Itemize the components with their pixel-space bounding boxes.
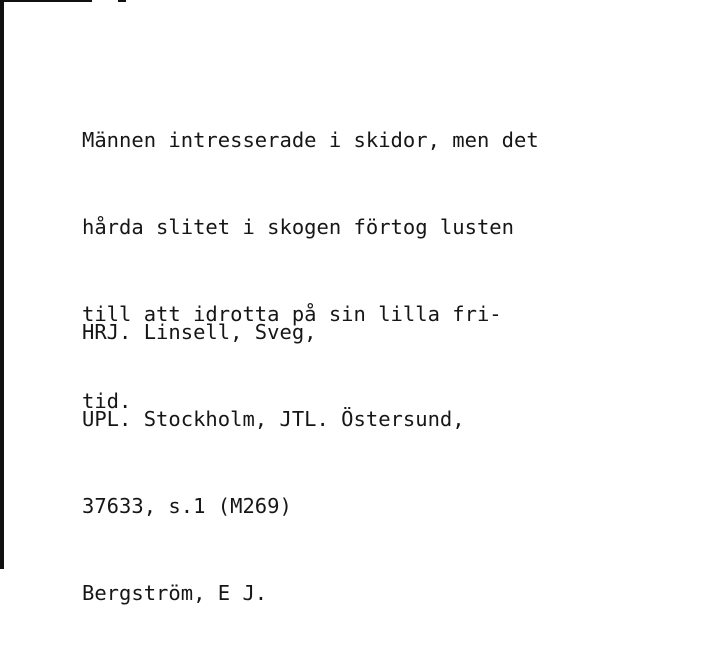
body-line: till att idrotta på sin lilla fri- — [82, 302, 502, 326]
reference-line-archive-number: 37633, s.1 (M269) — [82, 494, 292, 518]
card-left-edge — [0, 0, 4, 569]
body-line: hårda slitet i skogen förtog lusten — [82, 215, 514, 239]
body-line: Männen intresserade i skidor, men det — [82, 128, 539, 152]
reference-line-place: UPL. Stockholm, JTL. Östersund, — [82, 407, 465, 431]
card-top-edge — [0, 0, 92, 2]
reference-line-informant: HRJ. Linsell, Sveg, — [82, 320, 317, 344]
body-line: tid. — [82, 389, 132, 413]
card-top-mark — [118, 0, 126, 2]
reference-line-collector: Bergström, E J. — [82, 581, 268, 605]
card-reference — [82, 260, 465, 666]
